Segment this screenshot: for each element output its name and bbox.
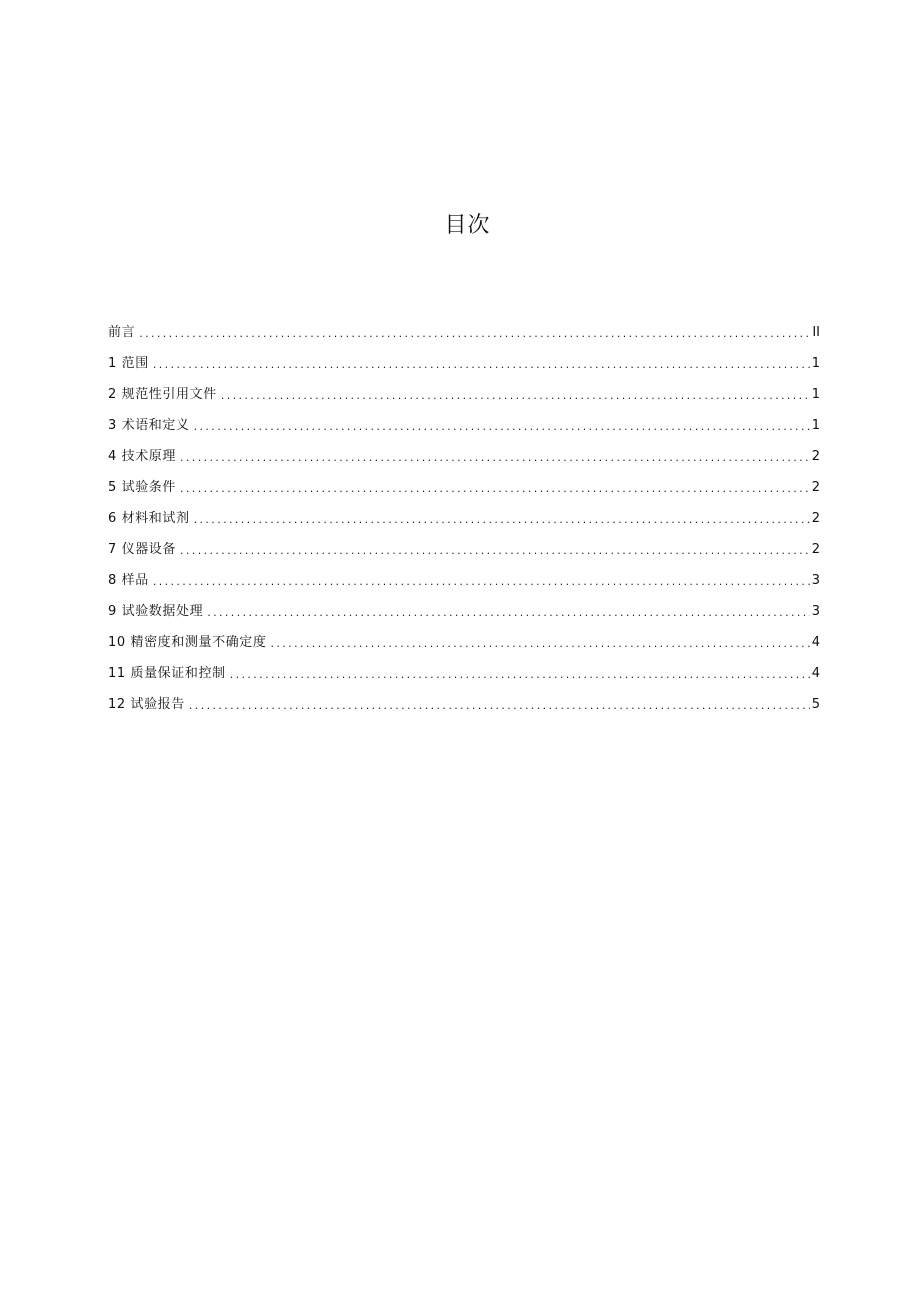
toc-leader-dots — [221, 383, 810, 409]
toc-entry-5[interactable] — [108, 471, 820, 502]
toc-entry-page: 2 — [811, 542, 820, 557]
toc-entry-4[interactable] — [108, 440, 820, 471]
toc-entry-page: 3 — [811, 604, 820, 619]
toc-leader-dots — [270, 631, 809, 657]
toc-entry-7[interactable] — [108, 533, 820, 564]
toc-entry-label: 8 样品 — [108, 573, 149, 588]
toc-entry-page: 3 — [811, 573, 820, 588]
toc-leader-dots — [207, 600, 810, 626]
toc-entry-1[interactable] — [108, 347, 820, 378]
toc-leader-dots — [180, 445, 810, 471]
toc-leader-dots — [194, 507, 810, 533]
toc-entry-page: 5 — [811, 697, 820, 712]
toc-entry-label: 9 试验数据处理 — [108, 604, 204, 619]
toc-entry-label: 12 试验报告 — [108, 697, 185, 712]
toc-entry-page: 2 — [811, 511, 820, 526]
toc-leader-dots — [230, 662, 810, 688]
toc-entry-2[interactable] — [108, 378, 820, 409]
toc-entry-foreword[interactable] — [108, 316, 820, 347]
toc-leader-dots — [180, 476, 810, 502]
toc-leader-dots — [153, 352, 810, 378]
toc-entry-page: 2 — [811, 480, 820, 495]
toc-leader-dots — [180, 538, 810, 564]
toc-entry-label: 11 质量保证和控制 — [108, 666, 226, 681]
page-title: 目次 — [444, 213, 491, 238]
toc-entry-page: II — [812, 325, 820, 340]
toc-entry-label: 10 精密度和测量不确定度 — [108, 635, 267, 650]
table-of-contents — [108, 316, 820, 719]
toc-leader-dots — [153, 569, 810, 595]
toc-entry-label: 前言 — [108, 325, 136, 340]
toc-entry-label: 1 范围 — [108, 356, 149, 371]
toc-entry-label: 2 规范性引用文件 — [108, 387, 217, 402]
toc-leader-dots — [194, 414, 810, 440]
toc-entry-label: 4 技术原理 — [108, 449, 177, 464]
toc-entry-page: 4 — [811, 666, 820, 681]
toc-entry-11[interactable] — [108, 657, 820, 688]
toc-entry-page: 1 — [811, 387, 820, 402]
toc-entry-3[interactable] — [108, 409, 820, 440]
toc-entry-10[interactable] — [108, 626, 820, 657]
toc-entry-page: 1 — [811, 418, 820, 433]
toc-leader-dots — [139, 321, 810, 347]
toc-entry-label: 6 材料和试剂 — [108, 511, 190, 526]
toc-entry-8[interactable] — [108, 564, 820, 595]
toc-entry-page: 4 — [811, 635, 820, 650]
toc-leader-dots — [189, 693, 810, 719]
toc-entry-page: 2 — [811, 449, 820, 464]
toc-entry-label: 3 术语和定义 — [108, 418, 190, 433]
toc-entry-9[interactable] — [108, 595, 820, 626]
toc-entry-12[interactable] — [108, 688, 820, 719]
toc-entry-6[interactable] — [108, 502, 820, 533]
toc-entry-page: 1 — [811, 356, 820, 371]
toc-entry-label: 7 仪器设备 — [108, 542, 177, 557]
toc-entry-label: 5 试验条件 — [108, 480, 177, 495]
